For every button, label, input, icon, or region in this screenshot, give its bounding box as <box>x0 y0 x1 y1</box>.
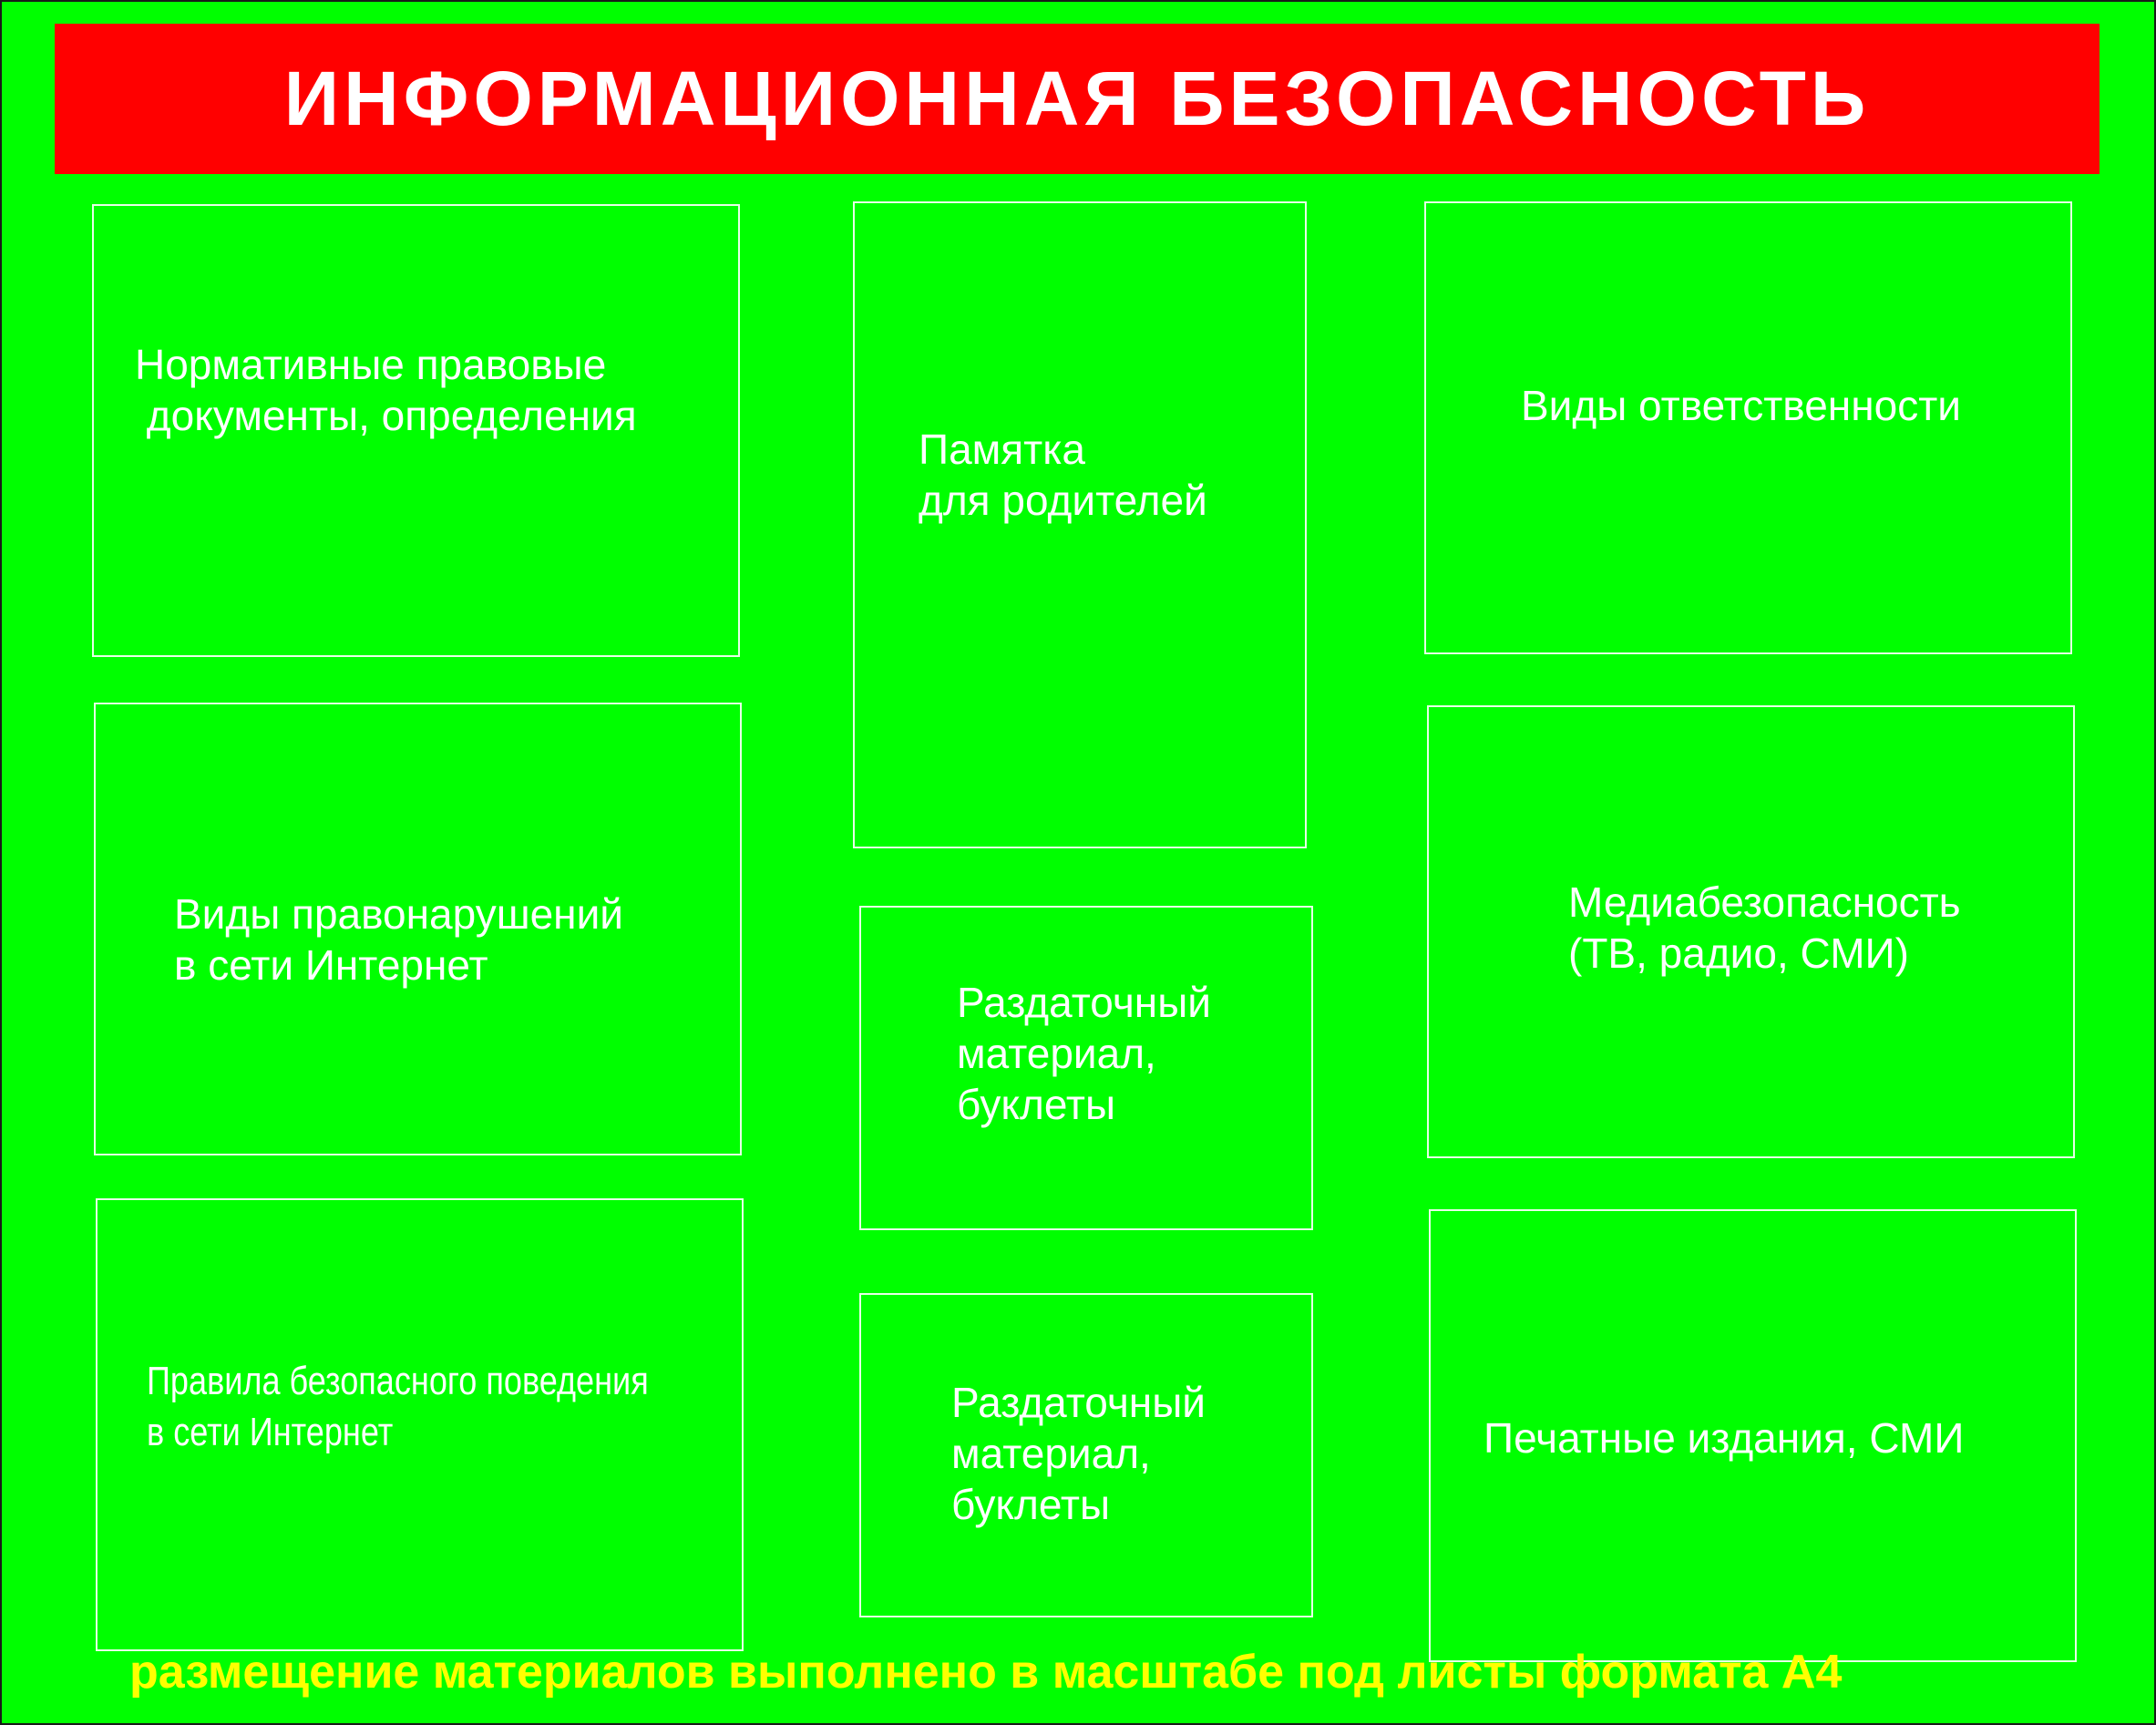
pocket-safe-behavior-label: Правила безопасного поведения в сети Интернет <box>147 1359 649 1454</box>
pocket-safe-behavior <box>96 1198 744 1651</box>
pocket-print-media-label: Печатные издания, СМИ <box>1484 1414 1965 1462</box>
pocket-offenses-label: Виды правонарушений в сети Интернет <box>174 890 623 989</box>
pocket-parents-memo <box>853 201 1307 848</box>
pocket-responsibility-label: Виды ответственности <box>1521 382 1961 429</box>
pocket-legal-docs <box>92 204 740 657</box>
pocket-handout-1 <box>859 906 1313 1230</box>
pocket-media-safety-label: Медиабезопасность (ТВ, радио, СМИ) <box>1568 878 1961 977</box>
footer-note: размещение материалов выполнено в масштабе под листы формата А4 <box>129 1646 1843 1699</box>
pocket-handout-2 <box>859 1293 1313 1617</box>
pocket-parents-memo-label: Памятка для родителей <box>919 426 1207 524</box>
header-banner <box>55 24 2100 174</box>
pocket-legal-docs-label: Нормативные правовые документы, определения <box>135 341 637 439</box>
page-title: ИНФОРМАЦИОННАЯ БЕЗОПАСНОСТЬ <box>283 56 1871 141</box>
pocket-responsibility <box>1424 201 2072 654</box>
pocket-handout-1-label: Раздаточный материал, буклеты <box>957 979 1211 1128</box>
pocket-offenses <box>94 703 742 1155</box>
pocket-print-media <box>1429 1209 2077 1662</box>
pocket-media-safety <box>1427 705 2075 1158</box>
pocket-handout-2-label: Раздаточный материал, буклеты <box>951 1379 1206 1528</box>
